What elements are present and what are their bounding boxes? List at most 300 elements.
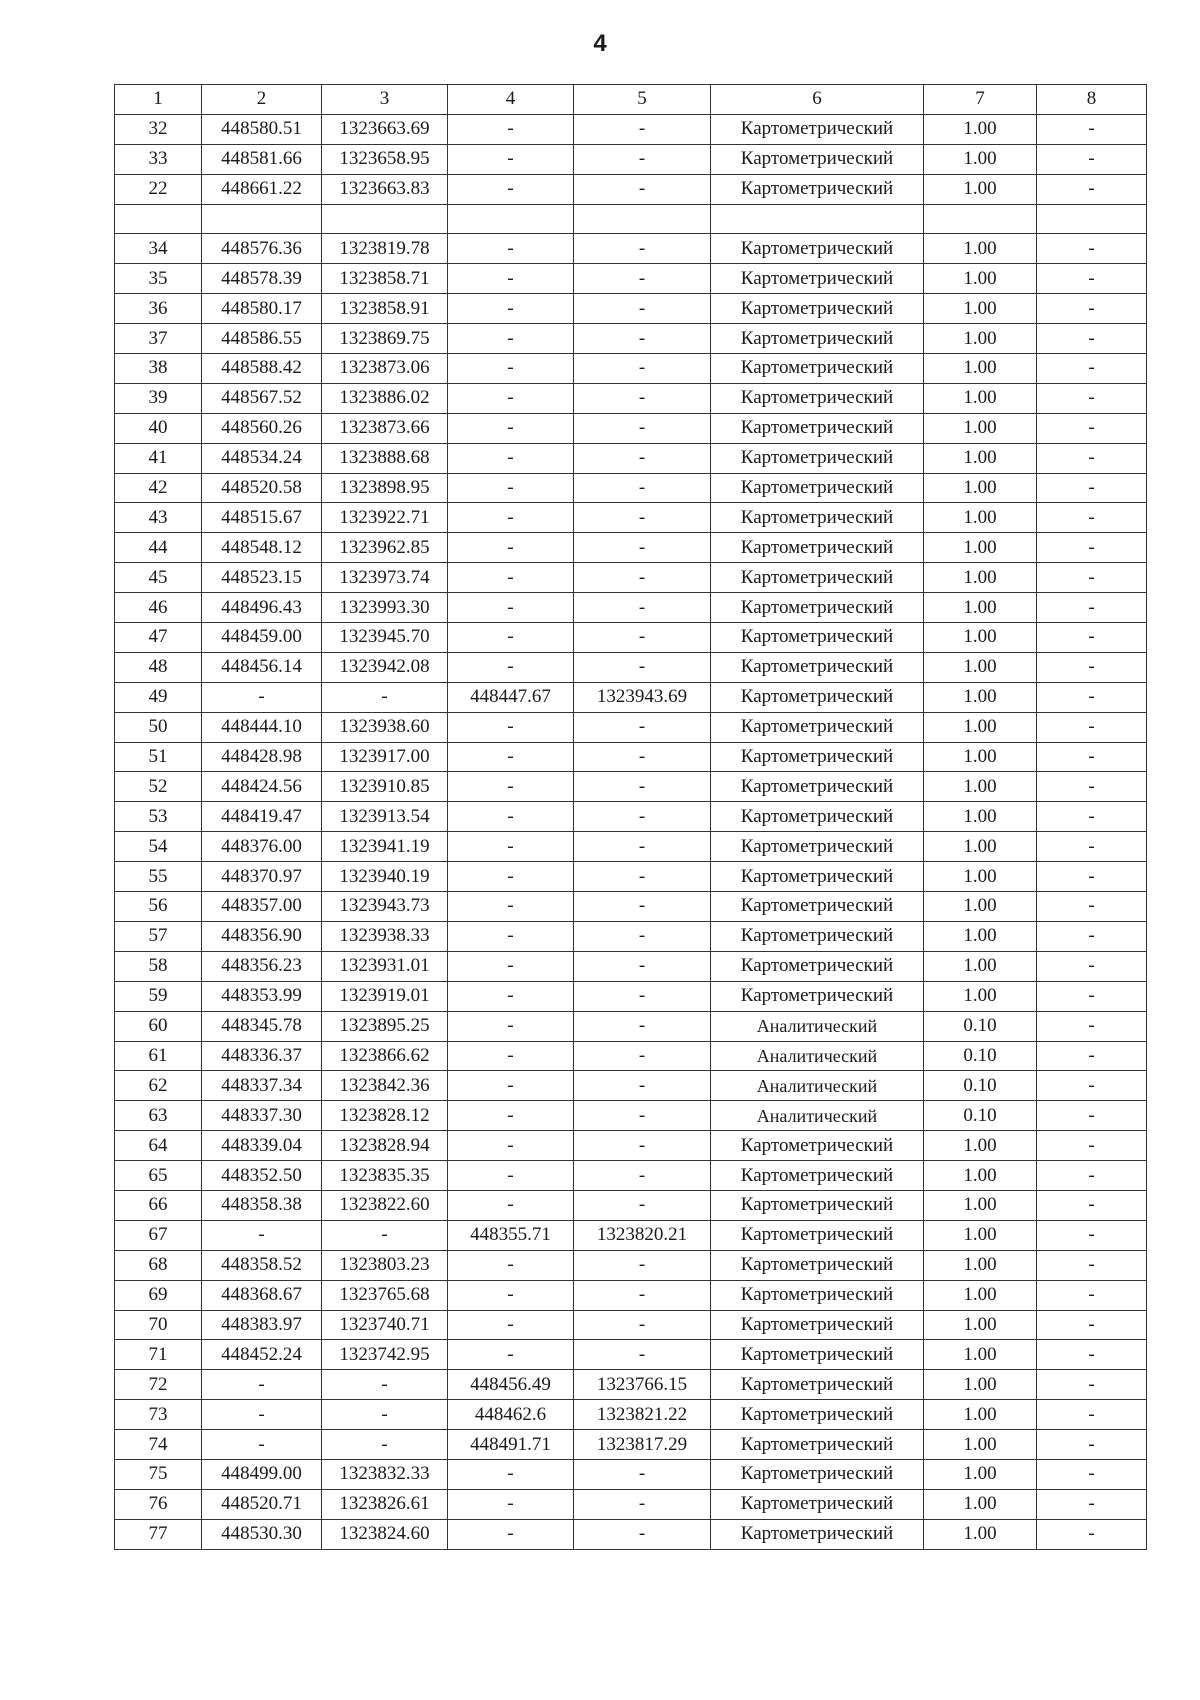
y-coord-cell: 1323765.68 bbox=[322, 1280, 448, 1310]
point-number-cell: 45 bbox=[115, 563, 202, 593]
y-coord-cell: 1323888.68 bbox=[322, 443, 448, 473]
method-cell: Картометрический bbox=[711, 114, 924, 144]
accuracy-cell: 1.00 bbox=[924, 593, 1037, 623]
x-coord-cell: 448444.10 bbox=[202, 712, 322, 742]
x-coord-new-cell: - bbox=[448, 1131, 574, 1161]
table-row bbox=[115, 204, 1147, 234]
accuracy-cell: 1.00 bbox=[924, 114, 1037, 144]
accuracy-cell: 1.00 bbox=[924, 623, 1037, 653]
x-coord-cell: 448580.51 bbox=[202, 114, 322, 144]
table-row bbox=[115, 1220, 1147, 1250]
point-number-cell: 33 bbox=[115, 144, 202, 174]
y-coord-new-cell: - bbox=[574, 413, 711, 443]
point-number-cell: 36 bbox=[115, 294, 202, 324]
point-number-cell: 46 bbox=[115, 593, 202, 623]
table-row bbox=[115, 921, 1147, 951]
table-row bbox=[115, 772, 1147, 802]
table-row bbox=[115, 1340, 1147, 1370]
y-coord-cell: 1323873.06 bbox=[322, 354, 448, 384]
description-cell: - bbox=[1037, 921, 1147, 951]
method-cell: Картометрический bbox=[711, 981, 924, 1011]
table-body bbox=[115, 114, 1147, 1549]
accuracy-cell: 1.00 bbox=[924, 921, 1037, 951]
y-coord-cell: 1323803.23 bbox=[322, 1250, 448, 1280]
method-cell: Картометрический bbox=[711, 1220, 924, 1250]
point-number-cell: 66 bbox=[115, 1190, 202, 1220]
description-cell: - bbox=[1037, 503, 1147, 533]
x-coord-cell: 448534.24 bbox=[202, 443, 322, 473]
x-coord-cell: 448337.30 bbox=[202, 1101, 322, 1131]
x-coord-new-cell: - bbox=[448, 443, 574, 473]
y-coord-new-cell: - bbox=[574, 563, 711, 593]
y-coord-new-cell: - bbox=[574, 921, 711, 951]
table-row bbox=[115, 892, 1147, 922]
method-cell: Картометрический bbox=[711, 533, 924, 563]
description-cell: - bbox=[1037, 1489, 1147, 1519]
accuracy-cell: 1.00 bbox=[924, 324, 1037, 354]
y-coord-cell: 1323869.75 bbox=[322, 324, 448, 354]
method-cell: Картометрический bbox=[711, 802, 924, 832]
point-number-cell: 22 bbox=[115, 174, 202, 204]
header-row bbox=[115, 85, 1147, 115]
y-coord-cell: - bbox=[322, 1430, 448, 1460]
accuracy-cell: 0.10 bbox=[924, 1011, 1037, 1041]
x-coord-new-cell: - bbox=[448, 473, 574, 503]
accuracy-cell: 0.10 bbox=[924, 1071, 1037, 1101]
y-coord-cell: 1323913.54 bbox=[322, 802, 448, 832]
point-number-cell: 44 bbox=[115, 533, 202, 563]
accuracy-cell: 1.00 bbox=[924, 563, 1037, 593]
accuracy-cell: 1.00 bbox=[924, 742, 1037, 772]
y-coord-new-cell: - bbox=[574, 652, 711, 682]
y-coord-new-cell: - bbox=[574, 593, 711, 623]
description-cell: - bbox=[1037, 802, 1147, 832]
y-coord-cell: 1323886.02 bbox=[322, 383, 448, 413]
table-row bbox=[115, 593, 1147, 623]
description-cell: - bbox=[1037, 1459, 1147, 1489]
y-coord-cell bbox=[322, 204, 448, 234]
column-header-3: 3 bbox=[322, 85, 448, 115]
point-number-cell: 32 bbox=[115, 114, 202, 144]
point-number-cell: 72 bbox=[115, 1370, 202, 1400]
method-cell: Картометрический bbox=[711, 174, 924, 204]
x-coord-cell: 448523.15 bbox=[202, 563, 322, 593]
table-row bbox=[115, 1489, 1147, 1519]
x-coord-cell: 448356.23 bbox=[202, 951, 322, 981]
accuracy-cell: 1.00 bbox=[924, 144, 1037, 174]
y-coord-cell: 1323945.70 bbox=[322, 623, 448, 653]
description-cell: - bbox=[1037, 174, 1147, 204]
accuracy-cell: 1.00 bbox=[924, 1370, 1037, 1400]
description-cell: - bbox=[1037, 1310, 1147, 1340]
x-coord-new-cell: - bbox=[448, 712, 574, 742]
y-coord-new-cell: - bbox=[574, 712, 711, 742]
x-coord-cell: 448581.66 bbox=[202, 144, 322, 174]
description-cell: - bbox=[1037, 533, 1147, 563]
method-cell: Картометрический bbox=[711, 652, 924, 682]
method-cell: Картометрический bbox=[711, 623, 924, 653]
table-row bbox=[115, 174, 1147, 204]
method-cell: Картометрический bbox=[711, 1161, 924, 1191]
column-header-6: 6 bbox=[711, 85, 924, 115]
y-coord-new-cell: - bbox=[574, 264, 711, 294]
x-coord-new-cell: - bbox=[448, 1011, 574, 1041]
description-cell: - bbox=[1037, 1161, 1147, 1191]
description-cell: - bbox=[1037, 1430, 1147, 1460]
method-cell: Картометрический bbox=[711, 264, 924, 294]
column-header-7: 7 bbox=[924, 85, 1037, 115]
accuracy-cell: 1.00 bbox=[924, 1280, 1037, 1310]
accuracy-cell: 1.00 bbox=[924, 1430, 1037, 1460]
y-coord-cell: 1323993.30 bbox=[322, 593, 448, 623]
method-cell: Картометрический bbox=[711, 832, 924, 862]
point-number-cell: 56 bbox=[115, 892, 202, 922]
y-coord-cell: 1323858.71 bbox=[322, 264, 448, 294]
table-row bbox=[115, 413, 1147, 443]
y-coord-cell: 1323822.60 bbox=[322, 1190, 448, 1220]
x-coord-new-cell: - bbox=[448, 264, 574, 294]
table-row bbox=[115, 712, 1147, 742]
y-coord-new-cell: - bbox=[574, 862, 711, 892]
y-coord-new-cell: - bbox=[574, 951, 711, 981]
description-cell: - bbox=[1037, 473, 1147, 503]
coordinates-table bbox=[114, 84, 1147, 1550]
x-coord-cell: 448376.00 bbox=[202, 832, 322, 862]
point-number-cell: 35 bbox=[115, 264, 202, 294]
method-cell: Картометрический bbox=[711, 354, 924, 384]
point-number-cell: 57 bbox=[115, 921, 202, 951]
table-row bbox=[115, 234, 1147, 264]
method-cell: Картометрический bbox=[711, 1459, 924, 1489]
x-coord-new-cell: - bbox=[448, 1041, 574, 1071]
description-cell: - bbox=[1037, 981, 1147, 1011]
y-coord-new-cell: - bbox=[574, 174, 711, 204]
y-coord-cell: 1323828.94 bbox=[322, 1131, 448, 1161]
table-row bbox=[115, 682, 1147, 712]
accuracy-cell: 1.00 bbox=[924, 682, 1037, 712]
y-coord-new-cell: - bbox=[574, 1459, 711, 1489]
y-coord-cell: 1323858.91 bbox=[322, 294, 448, 324]
table-row bbox=[115, 114, 1147, 144]
table-row bbox=[115, 1161, 1147, 1191]
y-coord-cell: 1323742.95 bbox=[322, 1340, 448, 1370]
description-cell: - bbox=[1037, 264, 1147, 294]
description-cell: - bbox=[1037, 1250, 1147, 1280]
y-coord-cell: 1323973.74 bbox=[322, 563, 448, 593]
point-number-cell bbox=[115, 204, 202, 234]
y-coord-cell: 1323819.78 bbox=[322, 234, 448, 264]
x-coord-new-cell: 448456.49 bbox=[448, 1370, 574, 1400]
description-cell: - bbox=[1037, 1041, 1147, 1071]
x-coord-cell: 448383.97 bbox=[202, 1310, 322, 1340]
x-coord-new-cell: - bbox=[448, 742, 574, 772]
x-coord-cell: 448567.52 bbox=[202, 383, 322, 413]
description-cell: - bbox=[1037, 144, 1147, 174]
method-cell: Картометрический bbox=[711, 951, 924, 981]
y-coord-cell: 1323740.71 bbox=[322, 1310, 448, 1340]
accuracy-cell: 1.00 bbox=[924, 533, 1037, 563]
description-cell: - bbox=[1037, 1101, 1147, 1131]
x-coord-cell: 448357.00 bbox=[202, 892, 322, 922]
accuracy-cell: 1.00 bbox=[924, 354, 1037, 384]
x-coord-new-cell: - bbox=[448, 563, 574, 593]
x-coord-new-cell: - bbox=[448, 1190, 574, 1220]
point-number-cell: 67 bbox=[115, 1220, 202, 1250]
y-coord-new-cell: - bbox=[574, 892, 711, 922]
y-coord-new-cell: - bbox=[574, 354, 711, 384]
x-coord-cell: 448353.99 bbox=[202, 981, 322, 1011]
x-coord-new-cell: - bbox=[448, 1071, 574, 1101]
x-coord-new-cell: - bbox=[448, 503, 574, 533]
x-coord-cell: 448368.67 bbox=[202, 1280, 322, 1310]
y-coord-new-cell: - bbox=[574, 1190, 711, 1220]
y-coord-new-cell: - bbox=[574, 1041, 711, 1071]
description-cell: - bbox=[1037, 443, 1147, 473]
table-row bbox=[115, 623, 1147, 653]
x-coord-cell: 448339.04 bbox=[202, 1131, 322, 1161]
method-cell: Картометрический bbox=[711, 772, 924, 802]
method-cell: Аналитический bbox=[711, 1041, 924, 1071]
coordinates-table-container bbox=[114, 84, 1147, 1550]
table-row bbox=[115, 1280, 1147, 1310]
x-coord-new-cell: - bbox=[448, 324, 574, 354]
method-cell: Картометрический bbox=[711, 443, 924, 473]
x-coord-cell: 448515.67 bbox=[202, 503, 322, 533]
table-row bbox=[115, 1011, 1147, 1041]
y-coord-new-cell: - bbox=[574, 981, 711, 1011]
x-coord-cell: - bbox=[202, 1430, 322, 1460]
x-coord-cell: 448459.00 bbox=[202, 623, 322, 653]
y-coord-new-cell: - bbox=[574, 114, 711, 144]
accuracy-cell: 1.00 bbox=[924, 981, 1037, 1011]
y-coord-new-cell: - bbox=[574, 503, 711, 533]
column-header-2: 2 bbox=[202, 85, 322, 115]
y-coord-cell: 1323866.62 bbox=[322, 1041, 448, 1071]
point-number-cell: 70 bbox=[115, 1310, 202, 1340]
description-cell: - bbox=[1037, 951, 1147, 981]
x-coord-new-cell: - bbox=[448, 1280, 574, 1310]
point-number-cell: 73 bbox=[115, 1400, 202, 1430]
method-cell: Картометрический bbox=[711, 563, 924, 593]
x-coord-cell: - bbox=[202, 1400, 322, 1430]
description-cell: - bbox=[1037, 652, 1147, 682]
method-cell: Картометрический bbox=[711, 1280, 924, 1310]
table-row bbox=[115, 1459, 1147, 1489]
table-row bbox=[115, 503, 1147, 533]
method-cell: Картометрический bbox=[711, 593, 924, 623]
accuracy-cell: 1.00 bbox=[924, 1220, 1037, 1250]
point-number-cell: 55 bbox=[115, 862, 202, 892]
table-row bbox=[115, 802, 1147, 832]
y-coord-new-cell: - bbox=[574, 144, 711, 174]
point-number-cell: 64 bbox=[115, 1131, 202, 1161]
description-cell: - bbox=[1037, 1340, 1147, 1370]
x-coord-new-cell: - bbox=[448, 1161, 574, 1191]
y-coord-new-cell: - bbox=[574, 533, 711, 563]
y-coord-cell: 1323910.85 bbox=[322, 772, 448, 802]
x-coord-new-cell: 448491.71 bbox=[448, 1430, 574, 1460]
x-coord-new-cell: - bbox=[448, 533, 574, 563]
method-cell: Картометрический bbox=[711, 1190, 924, 1220]
y-coord-new-cell: - bbox=[574, 294, 711, 324]
method-cell: Картометрический bbox=[711, 892, 924, 922]
x-coord-new-cell: - bbox=[448, 1250, 574, 1280]
accuracy-cell: 1.00 bbox=[924, 1190, 1037, 1220]
table-row bbox=[115, 563, 1147, 593]
y-coord-new-cell: - bbox=[574, 802, 711, 832]
table-row bbox=[115, 862, 1147, 892]
method-cell: Картометрический bbox=[711, 1400, 924, 1430]
x-coord-cell: - bbox=[202, 1370, 322, 1400]
description-cell: - bbox=[1037, 1131, 1147, 1161]
y-coord-new-cell: - bbox=[574, 1011, 711, 1041]
x-coord-new-cell: - bbox=[448, 1489, 574, 1519]
y-coord-new-cell: - bbox=[574, 1280, 711, 1310]
x-coord-new-cell: - bbox=[448, 174, 574, 204]
description-cell: - bbox=[1037, 234, 1147, 264]
table-row bbox=[115, 383, 1147, 413]
x-coord-cell: 448578.39 bbox=[202, 264, 322, 294]
x-coord-cell: 448428.98 bbox=[202, 742, 322, 772]
accuracy-cell: 0.10 bbox=[924, 1041, 1037, 1071]
description-cell: - bbox=[1037, 862, 1147, 892]
table-row bbox=[115, 1131, 1147, 1161]
x-coord-cell: 448452.24 bbox=[202, 1340, 322, 1370]
x-coord-new-cell: - bbox=[448, 832, 574, 862]
y-coord-cell: - bbox=[322, 1400, 448, 1430]
y-coord-cell: - bbox=[322, 1370, 448, 1400]
method-cell: Картометрический bbox=[711, 712, 924, 742]
x-coord-cell: 448456.14 bbox=[202, 652, 322, 682]
x-coord-new-cell: - bbox=[448, 802, 574, 832]
point-number-cell: 54 bbox=[115, 832, 202, 862]
x-coord-cell: 448352.50 bbox=[202, 1161, 322, 1191]
point-number-cell: 59 bbox=[115, 981, 202, 1011]
accuracy-cell: 1.00 bbox=[924, 234, 1037, 264]
method-cell: Аналитический bbox=[711, 1011, 924, 1041]
table-row bbox=[115, 473, 1147, 503]
description-cell: - bbox=[1037, 1011, 1147, 1041]
table-row bbox=[115, 742, 1147, 772]
point-number-cell: 49 bbox=[115, 682, 202, 712]
x-coord-cell: 448588.42 bbox=[202, 354, 322, 384]
method-cell: Картометрический bbox=[711, 1310, 924, 1340]
point-number-cell: 40 bbox=[115, 413, 202, 443]
table-row bbox=[115, 354, 1147, 384]
point-number-cell: 76 bbox=[115, 1489, 202, 1519]
y-coord-cell: 1323663.69 bbox=[322, 114, 448, 144]
y-coord-cell: 1323917.00 bbox=[322, 742, 448, 772]
point-number-cell: 47 bbox=[115, 623, 202, 653]
x-coord-new-cell: - bbox=[448, 623, 574, 653]
point-number-cell: 34 bbox=[115, 234, 202, 264]
description-cell: - bbox=[1037, 354, 1147, 384]
y-coord-cell: 1323922.71 bbox=[322, 503, 448, 533]
method-cell: Картометрический bbox=[711, 324, 924, 354]
column-header-4: 4 bbox=[448, 85, 574, 115]
point-number-cell: 52 bbox=[115, 772, 202, 802]
y-coord-cell: 1323943.73 bbox=[322, 892, 448, 922]
x-coord-cell: 448530.30 bbox=[202, 1519, 322, 1549]
point-number-cell: 74 bbox=[115, 1430, 202, 1460]
method-cell bbox=[711, 204, 924, 234]
y-coord-new-cell: - bbox=[574, 742, 711, 772]
point-number-cell: 71 bbox=[115, 1340, 202, 1370]
accuracy-cell: 1.00 bbox=[924, 951, 1037, 981]
point-number-cell: 43 bbox=[115, 503, 202, 533]
accuracy-cell: 1.00 bbox=[924, 1310, 1037, 1340]
x-coord-cell: 448580.17 bbox=[202, 294, 322, 324]
x-coord-new-cell: - bbox=[448, 294, 574, 324]
x-coord-new-cell: 448447.67 bbox=[448, 682, 574, 712]
x-coord-cell: 448499.00 bbox=[202, 1459, 322, 1489]
y-coord-new-cell: - bbox=[574, 1131, 711, 1161]
x-coord-new-cell: - bbox=[448, 862, 574, 892]
description-cell: - bbox=[1037, 593, 1147, 623]
x-coord-new-cell: - bbox=[448, 1310, 574, 1340]
y-coord-new-cell: - bbox=[574, 1161, 711, 1191]
y-coord-new-cell: - bbox=[574, 1250, 711, 1280]
method-cell: Картометрический bbox=[711, 1489, 924, 1519]
accuracy-cell bbox=[924, 204, 1037, 234]
description-cell: - bbox=[1037, 1280, 1147, 1310]
x-coord-cell: 448576.36 bbox=[202, 234, 322, 264]
accuracy-cell: 1.00 bbox=[924, 1400, 1037, 1430]
description-cell: - bbox=[1037, 682, 1147, 712]
x-coord-new-cell bbox=[448, 204, 574, 234]
accuracy-cell: 1.00 bbox=[924, 443, 1037, 473]
accuracy-cell: 1.00 bbox=[924, 802, 1037, 832]
y-coord-cell: - bbox=[322, 682, 448, 712]
x-coord-new-cell: - bbox=[448, 413, 574, 443]
description-cell: - bbox=[1037, 563, 1147, 593]
x-coord-cell: - bbox=[202, 682, 322, 712]
x-coord-new-cell: - bbox=[448, 354, 574, 384]
point-number-cell: 68 bbox=[115, 1250, 202, 1280]
y-coord-cell: - bbox=[322, 1220, 448, 1250]
x-coord-new-cell: - bbox=[448, 892, 574, 922]
accuracy-cell: 1.00 bbox=[924, 862, 1037, 892]
table-row bbox=[115, 1071, 1147, 1101]
x-coord-cell bbox=[202, 204, 322, 234]
y-coord-new-cell: - bbox=[574, 832, 711, 862]
y-coord-cell: 1323895.25 bbox=[322, 1011, 448, 1041]
accuracy-cell: 1.00 bbox=[924, 712, 1037, 742]
description-cell: - bbox=[1037, 1220, 1147, 1250]
table-row bbox=[115, 1190, 1147, 1220]
y-coord-new-cell: - bbox=[574, 1519, 711, 1549]
accuracy-cell: 1.00 bbox=[924, 1519, 1037, 1549]
x-coord-cell: 448345.78 bbox=[202, 1011, 322, 1041]
y-coord-new-cell: - bbox=[574, 324, 711, 354]
method-cell: Картометрический bbox=[711, 473, 924, 503]
method-cell: Картометрический bbox=[711, 742, 924, 772]
description-cell: - bbox=[1037, 832, 1147, 862]
description-cell: - bbox=[1037, 742, 1147, 772]
table-row bbox=[115, 533, 1147, 563]
description-cell: - bbox=[1037, 383, 1147, 413]
method-cell: Картометрический bbox=[711, 234, 924, 264]
description-cell: - bbox=[1037, 1071, 1147, 1101]
description-cell: - bbox=[1037, 114, 1147, 144]
table-row bbox=[115, 324, 1147, 354]
x-coord-cell: 448356.90 bbox=[202, 921, 322, 951]
accuracy-cell: 1.00 bbox=[924, 473, 1037, 503]
point-number-cell: 69 bbox=[115, 1280, 202, 1310]
y-coord-cell: 1323824.60 bbox=[322, 1519, 448, 1549]
y-coord-cell: 1323941.19 bbox=[322, 832, 448, 862]
table-row bbox=[115, 652, 1147, 682]
